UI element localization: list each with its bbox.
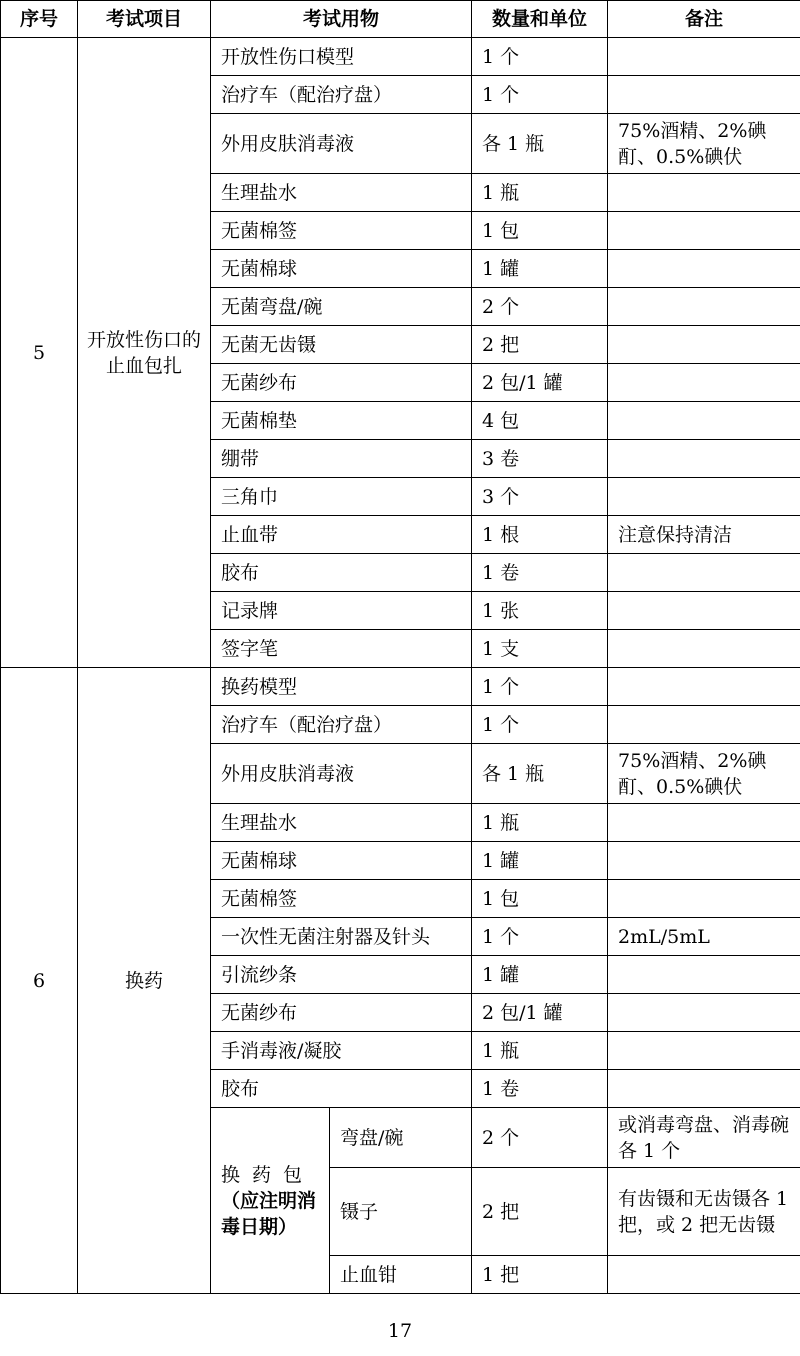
- quantity-unit: 2 包/1 罐: [472, 994, 608, 1032]
- quantity-unit: 各 1 瓶: [472, 744, 608, 804]
- material-name-text: 换药模型: [221, 675, 298, 698]
- remark: [608, 364, 800, 402]
- remark: [608, 668, 800, 706]
- header-row: [1, 1, 800, 38]
- remark: 75%酒精、2%碘酊、0.5%碘伏: [608, 114, 800, 174]
- quantity-unit: 1 个: [472, 918, 608, 956]
- table-row: [1, 668, 800, 706]
- quantity-unit: 2 个: [472, 1108, 608, 1168]
- quantity-unit: 2 把: [472, 1168, 608, 1256]
- kit-item-name: 止血钳: [330, 1256, 472, 1294]
- material-name-text: 三角巾: [221, 485, 279, 508]
- remark: [608, 326, 800, 364]
- remark: [608, 478, 800, 516]
- remark: 75%酒精、2%碘酊、0.5%碘伏: [608, 744, 800, 804]
- material-name: [211, 440, 472, 478]
- quantity-unit: 1 瓶: [472, 1032, 608, 1070]
- quantity-unit: 1 个: [472, 668, 608, 706]
- quantity-unit: 2 个: [472, 288, 608, 326]
- material-name-text: 无菌纱布: [221, 371, 298, 394]
- material-name: [211, 842, 472, 880]
- quantity-unit: 各 1 瓶: [472, 114, 608, 174]
- remark: 或消毒弯盘、消毒碗各 1 个: [608, 1108, 800, 1168]
- remark: [608, 842, 800, 880]
- remark: [608, 76, 800, 114]
- material-name-text: 一次性无菌注射器及针头: [221, 925, 431, 948]
- quantity-unit: 1 支: [472, 630, 608, 668]
- material-name-text: 无菌棉球: [221, 849, 298, 872]
- material-name-text: 胶布: [221, 561, 260, 584]
- page-number: 17: [387, 1320, 413, 1342]
- material-name-text: 手消毒液/凝胶: [221, 1039, 342, 1062]
- remark: [608, 402, 800, 440]
- remark: [608, 804, 800, 842]
- quantity-unit: 1 个: [472, 706, 608, 744]
- material-name-text: 止血带: [221, 523, 279, 546]
- dressing-kit-cell: [211, 1108, 330, 1294]
- material-name: [211, 212, 472, 250]
- material-name: [211, 554, 472, 592]
- material-name: [211, 38, 472, 76]
- quantity-unit: 1 罐: [472, 250, 608, 288]
- remark: [608, 630, 800, 668]
- material-name-text: 无菌弯盘/碗: [221, 295, 323, 318]
- quantity-unit: 1 瓶: [472, 804, 608, 842]
- remark: 有齿镊和无齿镊各 1 把，或 2 把无齿镊: [608, 1168, 800, 1256]
- material-name: [211, 1032, 472, 1070]
- quantity-unit: 1 个: [472, 76, 608, 114]
- exam-project-label: 开放性伤口的止血包扎: [86, 328, 201, 377]
- material-name-text: 记录牌: [221, 599, 279, 622]
- remark: [608, 1070, 800, 1108]
- remark: [608, 994, 800, 1032]
- dressing-kit-title: 换药包: [221, 1163, 315, 1186]
- material-name-text: 外用皮肤消毒液: [221, 762, 355, 785]
- material-name-text: 治疗车（配治疗盘）: [221, 83, 393, 106]
- material-name: [211, 364, 472, 402]
- material-name: [211, 478, 472, 516]
- remark: [608, 1256, 800, 1294]
- quantity-unit: 1 张: [472, 592, 608, 630]
- material-name: [211, 402, 472, 440]
- material-name-text: 签字笔: [221, 637, 279, 660]
- kit-item-name: 镊子: [330, 1168, 472, 1256]
- remark: [608, 174, 800, 212]
- header-qty: 数量和单位: [472, 1, 608, 38]
- quantity-unit: 4 包: [472, 402, 608, 440]
- header-no: 序号: [1, 1, 78, 38]
- row-number: 5: [1, 38, 78, 668]
- row-number: 6: [1, 668, 78, 1294]
- material-name: [211, 516, 472, 554]
- header-item: 考试用物: [211, 1, 472, 38]
- material-name-text: 生理盐水: [221, 181, 298, 204]
- remark: 2mL/5mL: [608, 918, 800, 956]
- material-name-text: 绷带: [221, 447, 260, 470]
- quantity-unit: 2 把: [472, 326, 608, 364]
- material-name: [211, 174, 472, 212]
- material-name: [211, 114, 472, 174]
- material-name: [211, 326, 472, 364]
- material-name-text: 治疗车（配治疗盘）: [221, 713, 393, 736]
- material-name-text: 外用皮肤消毒液: [221, 132, 355, 155]
- material-name-text: 开放性伤口模型: [221, 45, 355, 68]
- remark: [608, 1032, 800, 1070]
- remark: [608, 440, 800, 478]
- material-name: [211, 804, 472, 842]
- quantity-unit: 3 卷: [472, 440, 608, 478]
- quantity-unit: 1 罐: [472, 842, 608, 880]
- quantity-unit: 1 包: [472, 212, 608, 250]
- material-name: [211, 994, 472, 1032]
- material-name-text: 无菌棉球: [221, 257, 298, 280]
- quantity-unit: 1 包: [472, 880, 608, 918]
- remark: [608, 288, 800, 326]
- material-name: [211, 706, 472, 744]
- material-name: [211, 668, 472, 706]
- quantity-unit: 1 卷: [472, 1070, 608, 1108]
- kit-item-name: 弯盘/碗: [330, 1108, 472, 1168]
- exam-project-label: 换药: [124, 969, 163, 992]
- material-name-text: 无菌棉垫: [221, 409, 298, 432]
- remark: [608, 554, 800, 592]
- remark: [608, 38, 800, 76]
- quantity-unit: 1 罐: [472, 956, 608, 994]
- exam-project: [78, 668, 211, 1294]
- material-name: [211, 918, 472, 956]
- material-name: [211, 630, 472, 668]
- remark: [608, 956, 800, 994]
- quantity-unit: 1 把: [472, 1256, 608, 1294]
- quantity-unit: 2 包/1 罐: [472, 364, 608, 402]
- material-name-text: 胶布: [221, 1077, 260, 1100]
- quantity-unit: 1 根: [472, 516, 608, 554]
- remark: [608, 250, 800, 288]
- material-name: [211, 1070, 472, 1108]
- material-name: [211, 880, 472, 918]
- remark: 注意保持清洁: [608, 516, 800, 554]
- remark: [608, 592, 800, 630]
- table-row: [1, 38, 800, 76]
- exam-project: [78, 38, 211, 668]
- quantity-unit: 1 卷: [472, 554, 608, 592]
- material-name-text: 无菌纱布: [221, 1001, 298, 1024]
- quantity-unit: 1 个: [472, 38, 608, 76]
- material-name-text: 无菌无齿镊: [221, 333, 317, 356]
- material-name: [211, 592, 472, 630]
- header-note: 备注: [608, 1, 800, 38]
- material-name: [211, 76, 472, 114]
- quantity-unit: 3 个: [472, 478, 608, 516]
- material-name-text: 生理盐水: [221, 811, 298, 834]
- quantity-unit: 1 瓶: [472, 174, 608, 212]
- remark: [608, 706, 800, 744]
- material-name-text: 引流纱条: [221, 963, 298, 986]
- material-name-text: 无菌棉签: [221, 219, 298, 242]
- material-name: [211, 288, 472, 326]
- material-name: [211, 956, 472, 994]
- material-name: [211, 250, 472, 288]
- header-project: 考试项目: [78, 1, 211, 38]
- material-name-text: 无菌棉签: [221, 887, 298, 910]
- remark: [608, 212, 800, 250]
- material-name: [211, 744, 472, 804]
- dressing-kit-note: （应注明消毒日期）: [221, 1189, 317, 1238]
- remark: [608, 880, 800, 918]
